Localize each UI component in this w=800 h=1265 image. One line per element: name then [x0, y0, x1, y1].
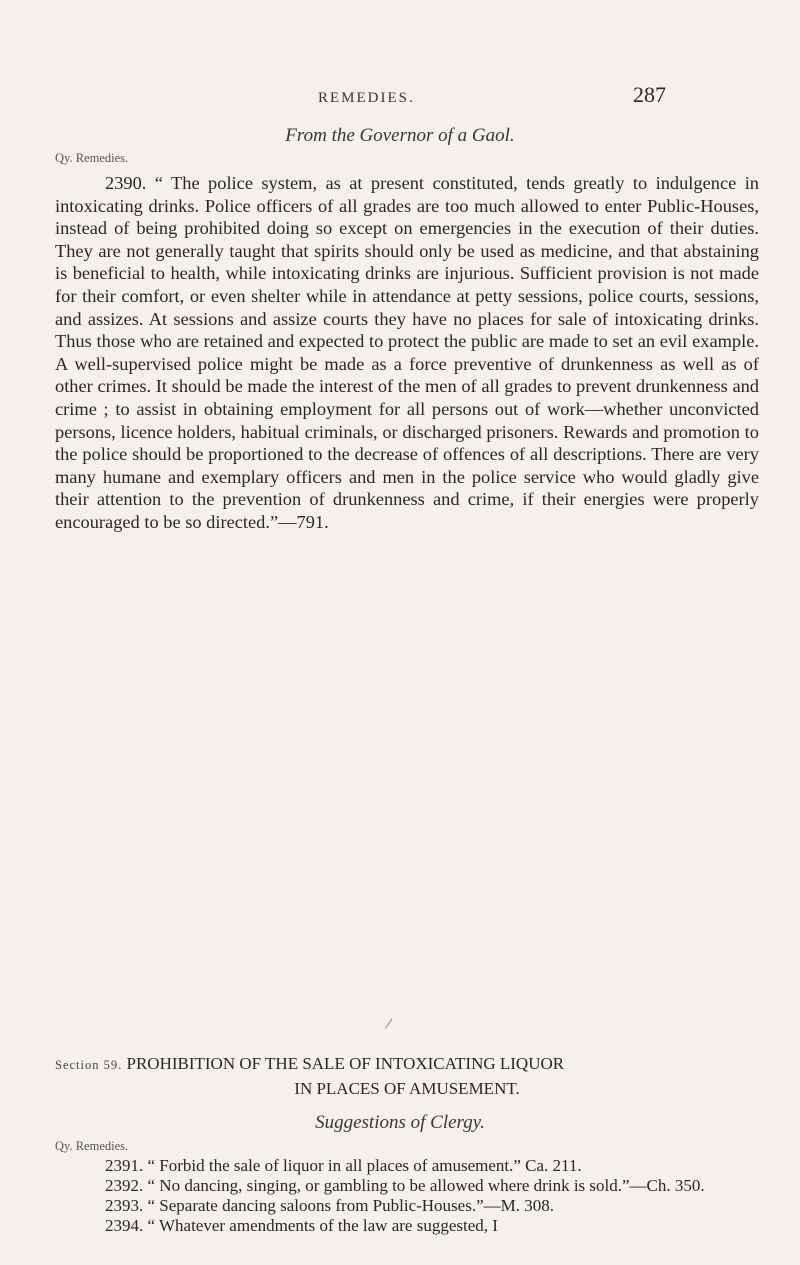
paragraph-2390: [55, 172, 759, 534]
entry-2394-text: 2394. “ Whatever amendments of the law are suggested, I: [105, 1216, 498, 1235]
query-label-2: Qy. Remedies.: [55, 1139, 129, 1153]
page-number: 287: [633, 82, 666, 107]
running-head-title: REMEDIES.: [318, 90, 415, 106]
entry-2393-text: 2393. “ Separate dancing saloons from Public-Houses.”—M. 308.: [105, 1196, 554, 1215]
running-head: [0, 82, 800, 112]
section-number: Section 59.: [55, 1058, 123, 1072]
section-heading: [55, 1052, 759, 1100]
entry-2392-text: 2392. “ No dancing, singing, or gambling to be allowed where drink is sold.”—Ch. 350.: [105, 1176, 705, 1195]
entry-2393: [55, 1196, 759, 1215]
subheading-governor: From the Governor of a Gaol.: [285, 125, 515, 146]
paragraph-2390-text: 2390. “ The police system, as at present constituted, tends greatly to indulgence in intoxicating drinks. Police officers of all grades are too much allowed to enter Public-Houses, instead of being prohibited doing so except on emergencies in the execution of their duties. They are not generally taught that spirits should only be used as medicine, and that abstaining is beneficial to health, while intoxicating drinks are injurious. Sufficient provision is not made for their comfort, or even shelter while in attendance at petty sessions, police courts, sessions, and assizes. At sessions and assize courts they have no places for sale of intoxicating drinks. Thus those who are retained and expected to protect the public are made to set an evil example. A well-supervised police might be made as a force preventive of drunkenness as well as of other crimes. It should be made the interest of the men of all grades to prevent drunkenness and crime ; to assist in obtaining employment for all persons out of work—whether unconvicted persons, licence holders, habitual criminals, or discharged prisoners. Rewards and promotion to the police should be proportioned to the decrease of offences of all descriptions. There are very many humane and exemplary officers and men in the police service who would gladly give their attention to the prevention of drunkenness and crime, if their energies were properly encouraged to be so directed.”—791.: [55, 173, 759, 532]
section-heading-line1: [55, 1052, 759, 1077]
entry-2392: [55, 1176, 759, 1195]
section-title-line2: IN PLACES OF AMUSEMENT.: [294, 1079, 520, 1098]
stray-mark: [385, 1019, 394, 1030]
entry-2391-text: 2391. “ Forbid the sale of liquor in all places of amusement.” Ca. 211.: [105, 1156, 582, 1175]
entry-2391: [55, 1156, 759, 1175]
subheading-clergy: Suggestions of Clergy.: [315, 1112, 485, 1133]
section-title-line1: PROHIBITION OF THE SALE OF INTOXICATING LIQUOR: [126, 1054, 565, 1073]
entry-2394: [55, 1216, 759, 1235]
query-label: Qy. Remedies.: [55, 151, 129, 165]
